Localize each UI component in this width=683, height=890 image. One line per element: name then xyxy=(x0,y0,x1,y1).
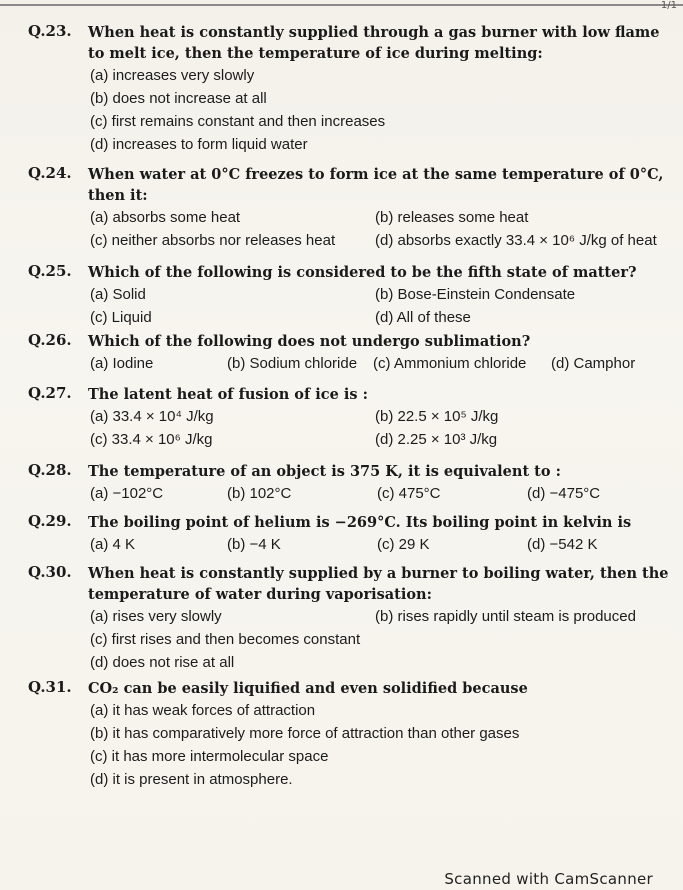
option-d: (d) increases to form liquid water xyxy=(90,136,308,153)
question-24 xyxy=(28,164,673,252)
option-d: (d) it is present in atmosphere. xyxy=(90,771,293,788)
question-31 xyxy=(28,678,673,791)
question-25 xyxy=(28,262,673,329)
option-d: (d) −475°C xyxy=(527,485,601,502)
options-list xyxy=(90,405,673,451)
option-a: (a) increases very slowly xyxy=(90,67,255,84)
option-a: (a) 33.4 × 10⁴ J/kg xyxy=(90,408,214,425)
option-c: (c) 475°C xyxy=(377,485,441,502)
option-a: (a) Iodine xyxy=(90,355,154,372)
option-d: (d) 2.25 × 10³ J/kg xyxy=(375,431,498,448)
question-number: Q.31. xyxy=(28,678,72,696)
option-a: (a) rises very slowly xyxy=(90,608,222,625)
options-list xyxy=(90,482,673,505)
option-b: (b) it has comparatively more force of attraction than other gases xyxy=(90,725,520,742)
option-b: (b) releases some heat xyxy=(375,209,529,226)
options-list xyxy=(90,352,673,375)
option-b: (b) does not increase at all xyxy=(90,90,267,107)
option-d: (d) Camphor xyxy=(551,355,636,372)
option-a: (a) it has weak forces of attraction xyxy=(90,702,316,719)
option-b: (b) rises rapidly until steam is produced xyxy=(375,608,636,625)
option-b: (b) 22.5 × 10⁵ J/kg xyxy=(375,408,499,425)
question-text: CO₂ can be easily liquified and even solidified because xyxy=(88,680,528,697)
question-30 xyxy=(28,563,673,674)
option-c: (c) first rises and then becomes constant xyxy=(90,631,361,648)
question-number: Q.26. xyxy=(28,331,72,349)
option-d: (d) does not rise at all xyxy=(90,654,235,671)
option-c: (c) first remains constant and then increases xyxy=(90,113,386,130)
question-text: The boiling point of helium is −269°C. Its boiling point in kelvin is xyxy=(88,514,632,531)
question-text: The temperature of an object is 375 K, it is equivalent to : xyxy=(88,463,561,480)
question-number: Q.28. xyxy=(28,461,72,479)
question-29 xyxy=(28,512,673,556)
option-b: (b) Bose-Einstein Condensate xyxy=(375,286,576,303)
options-list xyxy=(90,206,673,252)
scanner-watermark: Scanned with CamScanner xyxy=(444,870,653,888)
question-28 xyxy=(28,461,673,505)
question-number: Q.27. xyxy=(28,384,72,402)
question-number: Q.30. xyxy=(28,563,72,581)
top-rule xyxy=(0,4,683,6)
option-b: (b) Sodium chloride xyxy=(227,355,358,372)
option-c: (c) Ammonium chloride xyxy=(373,355,527,372)
option-c: (c) 29 K xyxy=(377,536,430,553)
option-c: (c) 33.4 × 10⁶ J/kg xyxy=(90,431,213,448)
options-list xyxy=(90,605,673,674)
option-d: (d) All of these xyxy=(375,309,471,326)
options-list xyxy=(90,533,673,556)
question-27 xyxy=(28,384,673,451)
option-a: (a) −102°C xyxy=(90,485,164,502)
option-a: (a) absorbs some heat xyxy=(90,209,241,226)
option-a: (a) Solid xyxy=(90,286,146,303)
question-text: Which of the following does not undergo sublimation? xyxy=(88,333,531,350)
option-c: (c) it has more intermolecular space xyxy=(90,748,329,765)
option-b: (b) 102°C xyxy=(227,485,292,502)
question-number: Q.25. xyxy=(28,262,72,280)
question-number: Q.23. xyxy=(28,22,72,40)
question-text: When heat is constantly supplied by a burner to boiling water, then the temperature of water during vaporisation: xyxy=(88,565,669,603)
option-c: (c) neither absorbs nor releases heat xyxy=(90,232,336,249)
options-list xyxy=(90,64,673,156)
option-c: (c) Liquid xyxy=(90,309,152,326)
options-list xyxy=(90,699,673,791)
question-number: Q.24. xyxy=(28,164,72,182)
question-26 xyxy=(28,331,673,375)
question-text: The latent heat of fusion of ice is : xyxy=(88,386,368,403)
corner-mark: 1/1 xyxy=(660,0,677,11)
question-text: When heat is constantly supplied through a gas burner with low flame to melt ice, then the temperature of ice during melting: xyxy=(88,24,660,62)
option-d: (d) −542 K xyxy=(527,536,598,553)
option-d: (d) absorbs exactly 33.4 × 10⁶ J/kg of heat xyxy=(375,232,657,249)
options-list xyxy=(90,283,673,329)
question-23 xyxy=(28,22,673,156)
question-text: Which of the following is considered to be the fifth state of matter? xyxy=(88,264,637,281)
option-a: (a) 4 K xyxy=(90,536,136,553)
question-text: When water at 0°C freezes to form ice at the same temperature of 0°C, then it: xyxy=(88,166,664,204)
option-b: (b) −4 K xyxy=(227,536,281,553)
question-number: Q.29. xyxy=(28,512,72,530)
